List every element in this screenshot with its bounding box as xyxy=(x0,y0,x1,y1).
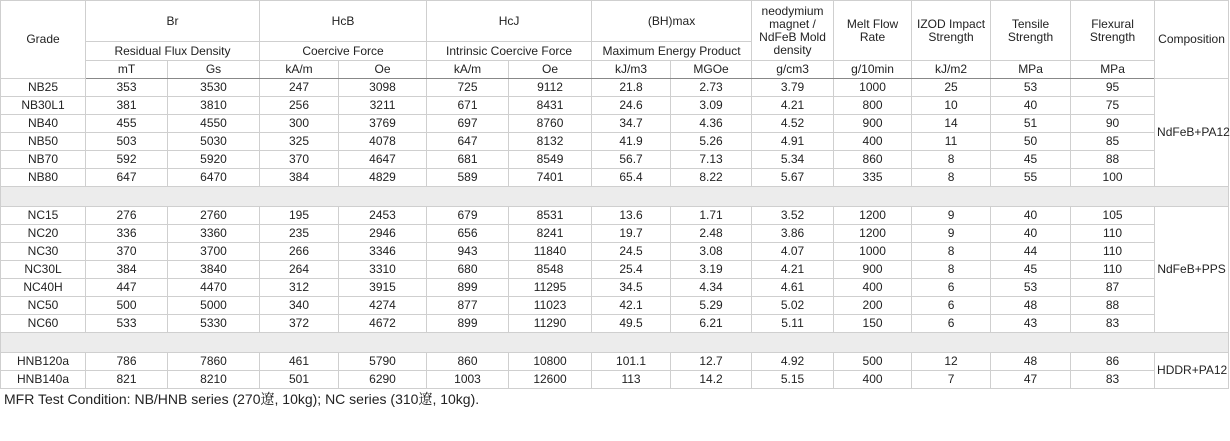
value-cell: 4672 xyxy=(339,315,427,333)
value-cell: 25 xyxy=(912,79,991,97)
value-cell: 725 xyxy=(427,79,509,97)
value-cell: 3.08 xyxy=(671,243,752,261)
value-cell: 8241 xyxy=(509,225,592,243)
value-cell: 45 xyxy=(991,151,1071,169)
table-row xyxy=(1,97,1229,115)
value-cell: 4274 xyxy=(339,297,427,315)
value-cell: 5000 xyxy=(168,297,260,315)
separator-cell xyxy=(1,187,1229,207)
value-cell: 11290 xyxy=(509,315,592,333)
value-cell: 5.34 xyxy=(752,151,834,169)
value-cell: 681 xyxy=(427,151,509,169)
table-row xyxy=(1,115,1229,133)
hcb-header: HcB xyxy=(260,1,427,42)
value-cell: 88 xyxy=(1071,151,1155,169)
value-cell: 48 xyxy=(991,297,1071,315)
value-cell: 325 xyxy=(260,133,339,151)
value-cell: 3310 xyxy=(339,261,427,279)
hcj-subheader: Intrinsic Coercive Force xyxy=(427,42,592,61)
value-cell: 3098 xyxy=(339,79,427,97)
value-cell: 300 xyxy=(260,115,339,133)
value-cell: 87 xyxy=(1071,279,1155,297)
value-cell: 85 xyxy=(1071,133,1155,151)
grade-cell: NB70 xyxy=(1,151,86,169)
value-cell: 8 xyxy=(912,261,991,279)
composition-cell: NdFeB+PA12 xyxy=(1155,79,1229,187)
value-cell: 1200 xyxy=(834,207,912,225)
value-cell: 647 xyxy=(427,133,509,151)
value-cell: 786 xyxy=(86,353,168,371)
separator-cell xyxy=(1,333,1229,353)
value-cell: 821 xyxy=(86,371,168,389)
table-row xyxy=(1,243,1229,261)
value-cell: 656 xyxy=(427,225,509,243)
value-cell: 24.6 xyxy=(592,97,671,115)
group-separator xyxy=(1,333,1229,353)
value-cell: 6 xyxy=(912,279,991,297)
value-cell: 8548 xyxy=(509,261,592,279)
unit-cell: g/10min xyxy=(834,61,912,79)
table-row xyxy=(1,279,1229,297)
value-cell: 8.22 xyxy=(671,169,752,187)
grade-cell: NC30L xyxy=(1,261,86,279)
value-cell: 5.15 xyxy=(752,371,834,389)
value-cell: 53 xyxy=(991,79,1071,97)
value-cell: 533 xyxy=(86,315,168,333)
value-cell: 5.67 xyxy=(752,169,834,187)
table-row xyxy=(1,79,1229,97)
table-row xyxy=(1,225,1229,243)
grade-cell: NB50 xyxy=(1,133,86,151)
value-cell: 42.1 xyxy=(592,297,671,315)
value-cell: 697 xyxy=(427,115,509,133)
value-cell: 75 xyxy=(1071,97,1155,115)
grade-cell: NB30L1 xyxy=(1,97,86,115)
value-cell: 353 xyxy=(86,79,168,97)
value-cell: 10 xyxy=(912,97,991,115)
value-cell: 48 xyxy=(991,353,1071,371)
value-cell: 679 xyxy=(427,207,509,225)
value-cell: 195 xyxy=(260,207,339,225)
value-cell: 9 xyxy=(912,225,991,243)
value-cell: 13.6 xyxy=(592,207,671,225)
grade-cell: NB40 xyxy=(1,115,86,133)
value-cell: 447 xyxy=(86,279,168,297)
value-cell: 40 xyxy=(991,225,1071,243)
value-cell: 105 xyxy=(1071,207,1155,225)
value-cell: 7401 xyxy=(509,169,592,187)
value-cell: 19.7 xyxy=(592,225,671,243)
value-cell: 5.02 xyxy=(752,297,834,315)
table-row xyxy=(1,315,1229,333)
value-cell: 3840 xyxy=(168,261,260,279)
value-cell: 592 xyxy=(86,151,168,169)
grade-cell: NB25 xyxy=(1,79,86,97)
table-row xyxy=(1,261,1229,279)
value-cell: 247 xyxy=(260,79,339,97)
value-cell: 11 xyxy=(912,133,991,151)
value-cell: 461 xyxy=(260,353,339,371)
grade-cell: HNB120a xyxy=(1,353,86,371)
value-cell: 503 xyxy=(86,133,168,151)
value-cell: 8431 xyxy=(509,97,592,115)
flexural-header: Flexural Strength xyxy=(1071,1,1155,61)
value-cell: 11295 xyxy=(509,279,592,297)
value-cell: 372 xyxy=(260,315,339,333)
value-cell: 5920 xyxy=(168,151,260,169)
bhmax-header: (BH)max xyxy=(592,1,752,42)
value-cell: 2760 xyxy=(168,207,260,225)
value-cell: 340 xyxy=(260,297,339,315)
value-cell: 5030 xyxy=(168,133,260,151)
value-cell: 49.5 xyxy=(592,315,671,333)
unit-cell: MPa xyxy=(991,61,1071,79)
value-cell: 45 xyxy=(991,261,1071,279)
value-cell: 43 xyxy=(991,315,1071,333)
value-cell: 5.26 xyxy=(671,133,752,151)
value-cell: 860 xyxy=(427,353,509,371)
unit-cell: Oe xyxy=(509,61,592,79)
mfr-header: Melt Flow Rate xyxy=(834,1,912,61)
value-cell: 8 xyxy=(912,151,991,169)
value-cell: 86 xyxy=(1071,353,1155,371)
value-cell: 1.71 xyxy=(671,207,752,225)
unit-cell: g/cm3 xyxy=(752,61,834,79)
value-cell: 370 xyxy=(86,243,168,261)
table-row xyxy=(1,297,1229,315)
value-cell: 12 xyxy=(912,353,991,371)
value-cell: 4.36 xyxy=(671,115,752,133)
value-cell: 8760 xyxy=(509,115,592,133)
value-cell: 2.48 xyxy=(671,225,752,243)
value-cell: 3915 xyxy=(339,279,427,297)
value-cell: 647 xyxy=(86,169,168,187)
value-cell: 381 xyxy=(86,97,168,115)
value-cell: 56.7 xyxy=(592,151,671,169)
value-cell: 7860 xyxy=(168,353,260,371)
value-cell: 370 xyxy=(260,151,339,169)
value-cell: 3810 xyxy=(168,97,260,115)
value-cell: 384 xyxy=(260,169,339,187)
value-cell: 34.5 xyxy=(592,279,671,297)
value-cell: 384 xyxy=(86,261,168,279)
br-subheader: Residual Flux Density xyxy=(86,42,260,61)
value-cell: 47 xyxy=(991,371,1071,389)
table-row xyxy=(1,151,1229,169)
value-cell: 25.4 xyxy=(592,261,671,279)
value-cell: 8132 xyxy=(509,133,592,151)
value-cell: 8531 xyxy=(509,207,592,225)
value-cell: 90 xyxy=(1071,115,1155,133)
grade-cell: NC40H xyxy=(1,279,86,297)
value-cell: 680 xyxy=(427,261,509,279)
value-cell: 4.61 xyxy=(752,279,834,297)
value-cell: 2946 xyxy=(339,225,427,243)
value-cell: 4.07 xyxy=(752,243,834,261)
value-cell: 4470 xyxy=(168,279,260,297)
grade-cell: NB80 xyxy=(1,169,86,187)
value-cell: 21.8 xyxy=(592,79,671,97)
value-cell: 8210 xyxy=(168,371,260,389)
value-cell: 50 xyxy=(991,133,1071,151)
value-cell: 200 xyxy=(834,297,912,315)
value-cell: 9 xyxy=(912,207,991,225)
grade-cell: NC50 xyxy=(1,297,86,315)
value-cell: 3211 xyxy=(339,97,427,115)
value-cell: 400 xyxy=(834,371,912,389)
value-cell: 943 xyxy=(427,243,509,261)
units-row xyxy=(1,61,1229,79)
value-cell: 53 xyxy=(991,279,1071,297)
table-row xyxy=(1,133,1229,151)
value-cell: 11840 xyxy=(509,243,592,261)
value-cell: 110 xyxy=(1071,243,1155,261)
density-header: neodymium magnet / NdFeB Mold density xyxy=(752,1,834,61)
value-cell: 83 xyxy=(1071,371,1155,389)
value-cell: 800 xyxy=(834,97,912,115)
tensile-header: Tensile Strength xyxy=(991,1,1071,61)
value-cell: 11023 xyxy=(509,297,592,315)
value-cell: 7 xyxy=(912,371,991,389)
br-header: Br xyxy=(86,1,260,42)
value-cell: 8 xyxy=(912,243,991,261)
value-cell: 41.9 xyxy=(592,133,671,151)
value-cell: 264 xyxy=(260,261,339,279)
value-cell: 6 xyxy=(912,315,991,333)
value-cell: 235 xyxy=(260,225,339,243)
value-cell: 335 xyxy=(834,169,912,187)
value-cell: 4.52 xyxy=(752,115,834,133)
value-cell: 14.2 xyxy=(671,371,752,389)
unit-cell: MGOe xyxy=(671,61,752,79)
composition-header: Composition xyxy=(1155,1,1229,79)
value-cell: 8 xyxy=(912,169,991,187)
table-row xyxy=(1,169,1229,187)
value-cell: 500 xyxy=(86,297,168,315)
value-cell: 95 xyxy=(1071,79,1155,97)
value-cell: 860 xyxy=(834,151,912,169)
value-cell: 6 xyxy=(912,297,991,315)
value-cell: 671 xyxy=(427,97,509,115)
value-cell: 5.29 xyxy=(671,297,752,315)
value-cell: 150 xyxy=(834,315,912,333)
value-cell: 110 xyxy=(1071,261,1155,279)
value-cell: 40 xyxy=(991,97,1071,115)
value-cell: 65.4 xyxy=(592,169,671,187)
izod-header: IZOD Impact Strength xyxy=(912,1,991,61)
value-cell: 4.34 xyxy=(671,279,752,297)
table-row xyxy=(1,353,1229,371)
unit-cell: MPa xyxy=(1071,61,1155,79)
value-cell: 3700 xyxy=(168,243,260,261)
value-cell: 3.79 xyxy=(752,79,834,97)
unit-cell: kJ/m3 xyxy=(592,61,671,79)
value-cell: 1000 xyxy=(834,243,912,261)
value-cell: 100 xyxy=(1071,169,1155,187)
value-cell: 14 xyxy=(912,115,991,133)
value-cell: 101.1 xyxy=(592,353,671,371)
value-cell: 5330 xyxy=(168,315,260,333)
value-cell: 500 xyxy=(834,353,912,371)
composition-cell: NdFeB+PPS xyxy=(1155,207,1229,333)
value-cell: 6470 xyxy=(168,169,260,187)
value-cell: 877 xyxy=(427,297,509,315)
unit-cell: kA/m xyxy=(260,61,339,79)
value-cell: 44 xyxy=(991,243,1071,261)
value-cell: 7.13 xyxy=(671,151,752,169)
value-cell: 256 xyxy=(260,97,339,115)
unit-cell: mT xyxy=(86,61,168,79)
value-cell: 4.21 xyxy=(752,97,834,115)
grade-cell: NC15 xyxy=(1,207,86,225)
value-cell: 12.7 xyxy=(671,353,752,371)
value-cell: 12600 xyxy=(509,371,592,389)
value-cell: 5.11 xyxy=(752,315,834,333)
hcj-header: HcJ xyxy=(427,1,592,42)
value-cell: 336 xyxy=(86,225,168,243)
value-cell: 400 xyxy=(834,279,912,297)
value-cell: 1003 xyxy=(427,371,509,389)
value-cell: 589 xyxy=(427,169,509,187)
table-row xyxy=(1,207,1229,225)
value-cell: 2453 xyxy=(339,207,427,225)
grade-cell: NC20 xyxy=(1,225,86,243)
value-cell: 276 xyxy=(86,207,168,225)
value-cell: 3346 xyxy=(339,243,427,261)
bhmax-subheader: Maximum Energy Product xyxy=(592,42,752,61)
grade-cell: NC60 xyxy=(1,315,86,333)
value-cell: 3.19 xyxy=(671,261,752,279)
value-cell: 4.92 xyxy=(752,353,834,371)
value-cell: 40 xyxy=(991,207,1071,225)
composition-cell: HDDR+PA12 xyxy=(1155,353,1229,389)
value-cell: 312 xyxy=(260,279,339,297)
unit-cell: Gs xyxy=(168,61,260,79)
value-cell: 8549 xyxy=(509,151,592,169)
value-cell: 9112 xyxy=(509,79,592,97)
value-cell: 266 xyxy=(260,243,339,261)
value-cell: 3.86 xyxy=(752,225,834,243)
grade-header: Grade xyxy=(1,1,86,79)
grade-cell: NC30 xyxy=(1,243,86,261)
hcb-subheader: Coercive Force xyxy=(260,42,427,61)
grade-cell: HNB140a xyxy=(1,371,86,389)
value-cell: 3769 xyxy=(339,115,427,133)
value-cell: 113 xyxy=(592,371,671,389)
value-cell: 83 xyxy=(1071,315,1155,333)
value-cell: 900 xyxy=(834,261,912,279)
value-cell: 4.91 xyxy=(752,133,834,151)
value-cell: 6290 xyxy=(339,371,427,389)
value-cell: 1200 xyxy=(834,225,912,243)
value-cell: 400 xyxy=(834,133,912,151)
value-cell: 10800 xyxy=(509,353,592,371)
value-cell: 4829 xyxy=(339,169,427,187)
value-cell: 899 xyxy=(427,279,509,297)
table-row xyxy=(1,371,1229,389)
value-cell: 900 xyxy=(834,115,912,133)
value-cell: 899 xyxy=(427,315,509,333)
unit-cell: kJ/m2 xyxy=(912,61,991,79)
unit-cell: kA/m xyxy=(427,61,509,79)
value-cell: 1000 xyxy=(834,79,912,97)
mfr-test-condition-note: MFR Test Condition: NB/HNB series (270遼, 10kg); NC series (310遼, 10kg). xyxy=(4,391,480,407)
value-cell: 88 xyxy=(1071,297,1155,315)
value-cell: 110 xyxy=(1071,225,1155,243)
value-cell: 455 xyxy=(86,115,168,133)
value-cell: 3.52 xyxy=(752,207,834,225)
value-cell: 51 xyxy=(991,115,1071,133)
value-cell: 3360 xyxy=(168,225,260,243)
group-separator xyxy=(1,187,1229,207)
value-cell: 2.73 xyxy=(671,79,752,97)
value-cell: 34.7 xyxy=(592,115,671,133)
value-cell: 3.09 xyxy=(671,97,752,115)
value-cell: 4550 xyxy=(168,115,260,133)
value-cell: 24.5 xyxy=(592,243,671,261)
value-cell: 55 xyxy=(991,169,1071,187)
value-cell: 6.21 xyxy=(671,315,752,333)
value-cell: 3530 xyxy=(168,79,260,97)
unit-cell: Oe xyxy=(339,61,427,79)
value-cell: 501 xyxy=(260,371,339,389)
value-cell: 5790 xyxy=(339,353,427,371)
value-cell: 4647 xyxy=(339,151,427,169)
value-cell: 4078 xyxy=(339,133,427,151)
value-cell: 4.21 xyxy=(752,261,834,279)
